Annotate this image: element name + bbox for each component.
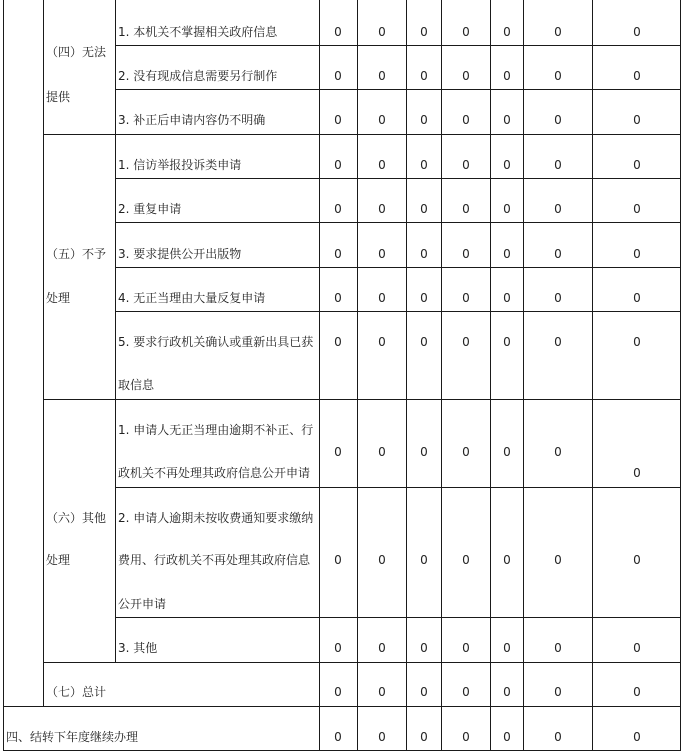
row-divider <box>3 706 681 707</box>
value-cell: 0 <box>633 291 641 305</box>
value-cell: 0 <box>462 641 470 655</box>
column-divider <box>441 0 442 751</box>
row-item-label: 政机关不再处理其政府信息公开申请 <box>118 466 311 480</box>
value-cell: 0 <box>378 730 386 744</box>
value-cell: 0 <box>633 553 641 567</box>
value-cell: 0 <box>554 158 562 172</box>
value-cell: 0 <box>420 291 428 305</box>
row-item-label: 3. 要求提供公开出版物 <box>118 247 242 261</box>
value-cell: 0 <box>334 69 342 83</box>
value-cell: 0 <box>554 335 562 349</box>
total-row-label: （七）总计 <box>46 685 107 699</box>
value-cell: 0 <box>503 685 511 699</box>
value-cell: 0 <box>334 685 342 699</box>
value-cell: 0 <box>378 641 386 655</box>
value-cell: 0 <box>334 113 342 127</box>
row-item-label: 取信息 <box>118 378 155 392</box>
value-cell: 0 <box>420 113 428 127</box>
row-divider <box>115 178 681 179</box>
group-label-cannot-provide: 提供 <box>46 90 71 104</box>
value-cell: 0 <box>633 25 641 39</box>
value-cell: 0 <box>420 641 428 655</box>
value-cell: 0 <box>503 553 511 567</box>
value-cell: 0 <box>334 291 342 305</box>
value-cell: 0 <box>503 641 511 655</box>
value-cell: 0 <box>633 730 641 744</box>
row-divider <box>115 222 681 223</box>
value-cell: 0 <box>503 247 511 261</box>
value-cell: 0 <box>378 202 386 216</box>
value-cell: 0 <box>503 25 511 39</box>
row-divider <box>43 662 681 663</box>
value-cell: 0 <box>334 641 342 655</box>
value-cell: 0 <box>462 291 470 305</box>
value-cell: 0 <box>633 202 641 216</box>
value-cell: 0 <box>420 730 428 744</box>
column-divider <box>43 0 44 707</box>
value-cell: 0 <box>554 685 562 699</box>
group-label-other-handling: 处理 <box>46 553 71 567</box>
row-item-label: 5. 要求行政机关确认或重新出具已获 <box>118 335 314 349</box>
value-cell: 0 <box>462 247 470 261</box>
value-cell: 0 <box>462 113 470 127</box>
value-cell: 0 <box>503 69 511 83</box>
group-label-cannot-provide: （四）无法 <box>46 45 107 59</box>
value-cell: 0 <box>378 553 386 567</box>
value-cell: 0 <box>554 25 562 39</box>
column-divider <box>490 0 491 751</box>
column-divider <box>523 0 524 751</box>
value-cell: 0 <box>378 69 386 83</box>
value-cell: 0 <box>633 641 641 655</box>
value-cell: 0 <box>420 685 428 699</box>
value-cell: 0 <box>462 553 470 567</box>
table-left-border <box>3 0 4 751</box>
value-cell: 0 <box>378 25 386 39</box>
value-cell: 0 <box>334 335 342 349</box>
value-cell: 0 <box>503 291 511 305</box>
row-divider <box>43 399 681 400</box>
row-item-label: 3. 其他 <box>118 641 158 655</box>
value-cell: 0 <box>633 466 641 480</box>
value-cell: 0 <box>420 335 428 349</box>
row-item-label: 1. 本机关不掌握相关政府信息 <box>118 25 278 39</box>
value-cell: 0 <box>334 247 342 261</box>
row-item-label: 2. 重复申请 <box>118 202 182 216</box>
column-divider <box>406 0 407 751</box>
value-cell: 0 <box>420 158 428 172</box>
row-item-label: 1. 申请人无正当理由逾期不补正、行 <box>118 423 314 437</box>
row-item-label: 2. 申请人逾期未按收费通知要求缴纳 <box>118 511 314 525</box>
row-divider <box>115 311 681 312</box>
value-cell: 0 <box>503 335 511 349</box>
column-divider <box>592 0 593 751</box>
row-item-label: 4. 无正当理由大量反复申请 <box>118 291 266 305</box>
value-cell: 0 <box>462 730 470 744</box>
value-cell: 0 <box>334 730 342 744</box>
column-divider <box>357 0 358 751</box>
value-cell: 0 <box>378 685 386 699</box>
row-divider <box>115 267 681 268</box>
value-cell: 0 <box>378 158 386 172</box>
row-item-label: 3. 补正后申请内容仍不明确 <box>118 113 266 127</box>
value-cell: 0 <box>334 202 342 216</box>
group-label-not-processed: （五）不予 <box>46 247 107 261</box>
value-cell: 0 <box>633 685 641 699</box>
value-cell: 0 <box>554 202 562 216</box>
value-cell: 0 <box>554 247 562 261</box>
row-item-label: 费用、行政机关不再处理其政府信息 <box>118 553 311 567</box>
value-cell: 0 <box>378 291 386 305</box>
value-cell: 0 <box>503 202 511 216</box>
row-item-label: 2. 没有现成信息需要另行制作 <box>118 69 278 83</box>
row-item-label: 1. 信访举报投诉类申请 <box>118 158 242 172</box>
row-item-label: 公开申请 <box>118 597 167 611</box>
value-cell: 0 <box>503 730 511 744</box>
value-cell: 0 <box>462 685 470 699</box>
table-right-border <box>680 0 681 751</box>
value-cell: 0 <box>633 158 641 172</box>
value-cell: 0 <box>334 445 342 459</box>
value-cell: 0 <box>503 158 511 172</box>
value-cell: 0 <box>334 158 342 172</box>
row-divider <box>115 617 681 618</box>
value-cell: 0 <box>554 445 562 459</box>
value-cell: 0 <box>462 158 470 172</box>
value-cell: 0 <box>420 553 428 567</box>
value-cell: 0 <box>633 69 641 83</box>
value-cell: 0 <box>462 445 470 459</box>
row-divider <box>115 45 681 46</box>
value-cell: 0 <box>554 641 562 655</box>
row-divider <box>115 89 681 90</box>
value-cell: 0 <box>554 291 562 305</box>
value-cell: 0 <box>420 445 428 459</box>
value-cell: 0 <box>503 113 511 127</box>
value-cell: 0 <box>420 247 428 261</box>
value-cell: 0 <box>334 553 342 567</box>
value-cell: 0 <box>462 69 470 83</box>
value-cell: 0 <box>420 25 428 39</box>
carry-forward-row-label: 四、结转下年度继续办理 <box>6 730 139 744</box>
value-cell: 0 <box>378 247 386 261</box>
value-cell: 0 <box>633 113 641 127</box>
column-divider <box>115 0 116 662</box>
value-cell: 0 <box>554 730 562 744</box>
value-cell: 0 <box>420 202 428 216</box>
group-label-not-processed: 处理 <box>46 291 71 305</box>
value-cell: 0 <box>503 445 511 459</box>
value-cell: 0 <box>554 113 562 127</box>
value-cell: 0 <box>378 113 386 127</box>
value-cell: 0 <box>554 553 562 567</box>
value-cell: 0 <box>462 25 470 39</box>
row-divider <box>115 487 681 488</box>
value-cell: 0 <box>633 335 641 349</box>
value-cell: 0 <box>378 335 386 349</box>
value-cell: 0 <box>420 69 428 83</box>
value-cell: 0 <box>462 335 470 349</box>
table-bottom-border <box>3 750 681 751</box>
value-cell: 0 <box>334 25 342 39</box>
value-cell: 0 <box>378 445 386 459</box>
column-divider <box>319 0 320 751</box>
row-divider <box>43 134 681 135</box>
group-label-other-handling: （六）其他 <box>46 511 107 525</box>
value-cell: 0 <box>554 69 562 83</box>
value-cell: 0 <box>633 247 641 261</box>
value-cell: 0 <box>462 202 470 216</box>
